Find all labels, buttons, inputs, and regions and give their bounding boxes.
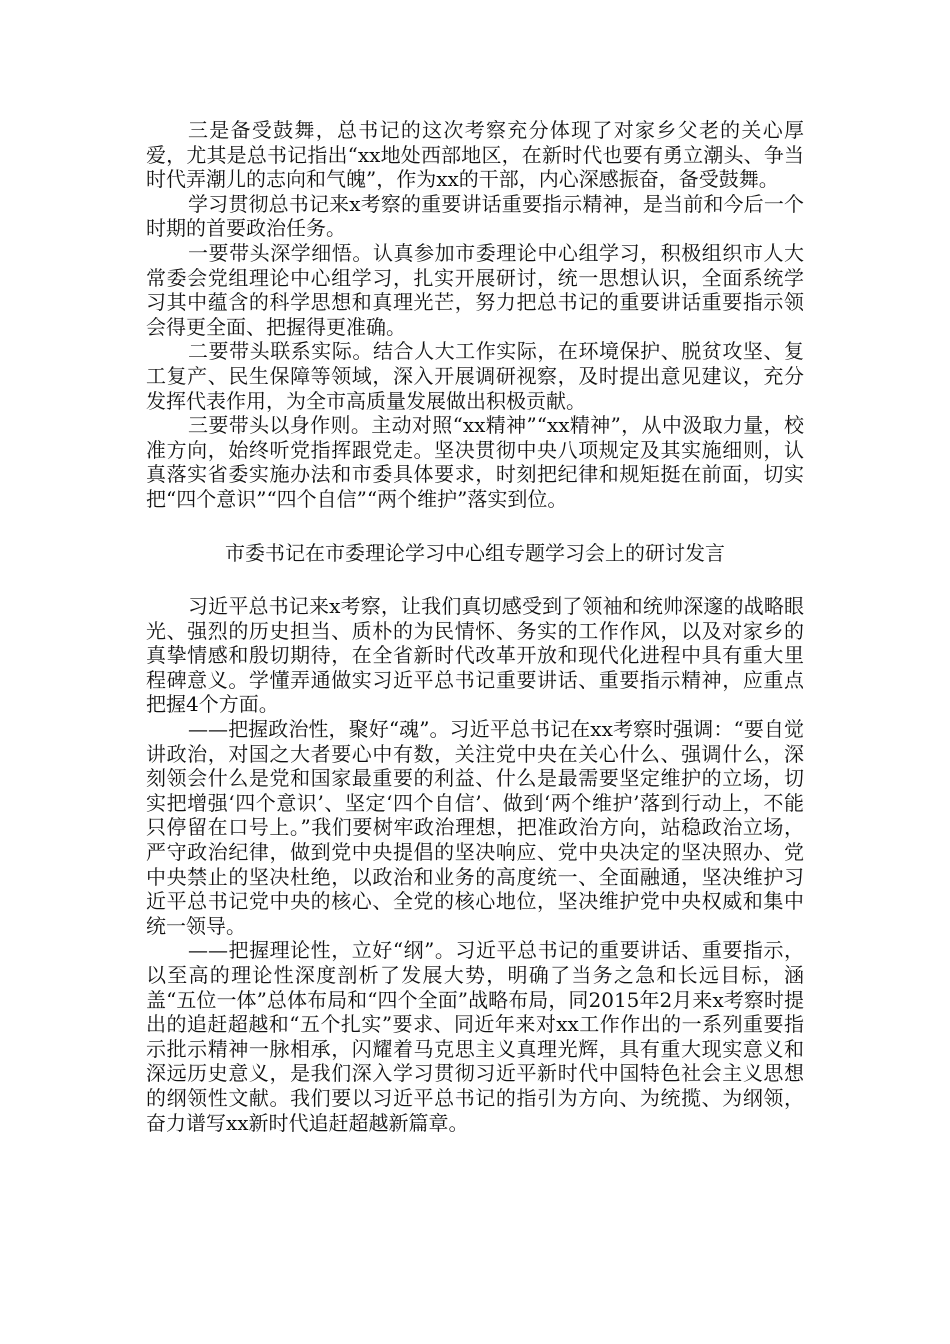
paragraph: 一要带头深学细悟。认真参加市委理论中心组学习，积极组织市人大常委会党组理论中心组学习，扎实开展研讨，统一思想认识，全面系统学习其中蕴含的科学思想和真理光芒，努力把总书记的重要讲话重要指示领会得更全面、把握得更准确。 <box>146 240 804 339</box>
section-title: 市委书记在市委理论学习中心组专题学习会上的研讨发言 <box>225 540 725 565</box>
paragraph: ——把握政治性，聚好“魂”。习近平总书记在xx考察时强调：“要自觉讲政治，对国之大者要心中有数，关注党中央在关心什么、强调什么，深刻领会什么是党和国家最重要的利益、什么是最需要坚定维护的立场，切实把增强‘四个意识’、坚定‘四个自信’、做到‘两个维护’落到行动上，不能只停留在口号上。”我们要树牢政治理想，把准政治方向，站稳政治立场，严守政治纪律，做到党中央提倡的坚决响应、党中央决定的坚决照办、党中央禁止的坚决杜绝，以政治和业务的高度统一、全面融通，坚决维护习近平总书记党中央的核心、全党的核心地位，坚决维护党中央权威和集中统一领导。 <box>146 717 804 938</box>
paragraph: 二要带头联系实际。结合人大工作实际，在环境保护、脱贫攻坚、复工复产、民生保障等领域，深入开展调研视察，及时提出意见建议，充分发挥代表作用，为全市高质量发展做出积极贡献。 <box>146 339 804 413</box>
paragraph: ——把握理论性，立好“纲”。习近平总书记的重要讲话、重要指示，以至高的理论性深度剖析了发展大势，明确了当务之急和长远目标，涵盖“五位一体”总体布局和“四个全面”战略布局，同2015年2月来x考察时提出的追赶超越和“五个扎实”要求、同近年来对xx工作作出的一系列重要指示批示精神一脉相承，闪耀着马克思主义真理光辉，具有重大现实意义和深远历史意义，是我们深入学习贯彻习近平新时代中国特色社会主义思想的纲领性文献。我们要以习近平总书记的指引为方向、为统揽、为纲领，奋力谱写xx新时代追赶超越新篇章。 <box>146 938 804 1135</box>
document-body <box>146 118 804 1135</box>
paragraph: 三要带头以身作则。主动对照“xx精神”“xx精神”，从中汲取力量，校准方向，始终听党指挥跟党走。坚决贯彻中央八项规定及其实施细则，认真落实省委实施办法和市委具体要求，时刻把纪律和规矩挺在前面，切实把“四个意识”“四个自信”“两个维护”落实到位。 <box>146 413 804 511</box>
paragraph: 习近平总书记来x考察，让我们真切感受到了领袖和统帅深邃的战略眼光、强烈的历史担当、质朴的为民情怀、务实的工作作风，以及对家乡的真挚情感和殷切期待，在全省新时代改革开放和现代化进程中具有重大里程碑意义。学懂弄通做实习近平总书记重要讲话、重要指示精神，应重点把握4个方面。 <box>146 594 804 717</box>
paragraph: 三是备受鼓舞，总书记的这次考察充分体现了对家乡父老的关心厚爱，尤其是总书记指出“xx地处西部地区，在新时代也要有勇立潮头、争当时代弄潮儿的志向和气魄”，作为xx的干部，内心深感振奋，备受鼓舞。 <box>146 118 804 192</box>
paragraph: 学习贯彻总书记来x考察的重要讲话重要指示精神，是当前和今后一个时期的首要政治任务。 <box>146 191 804 241</box>
